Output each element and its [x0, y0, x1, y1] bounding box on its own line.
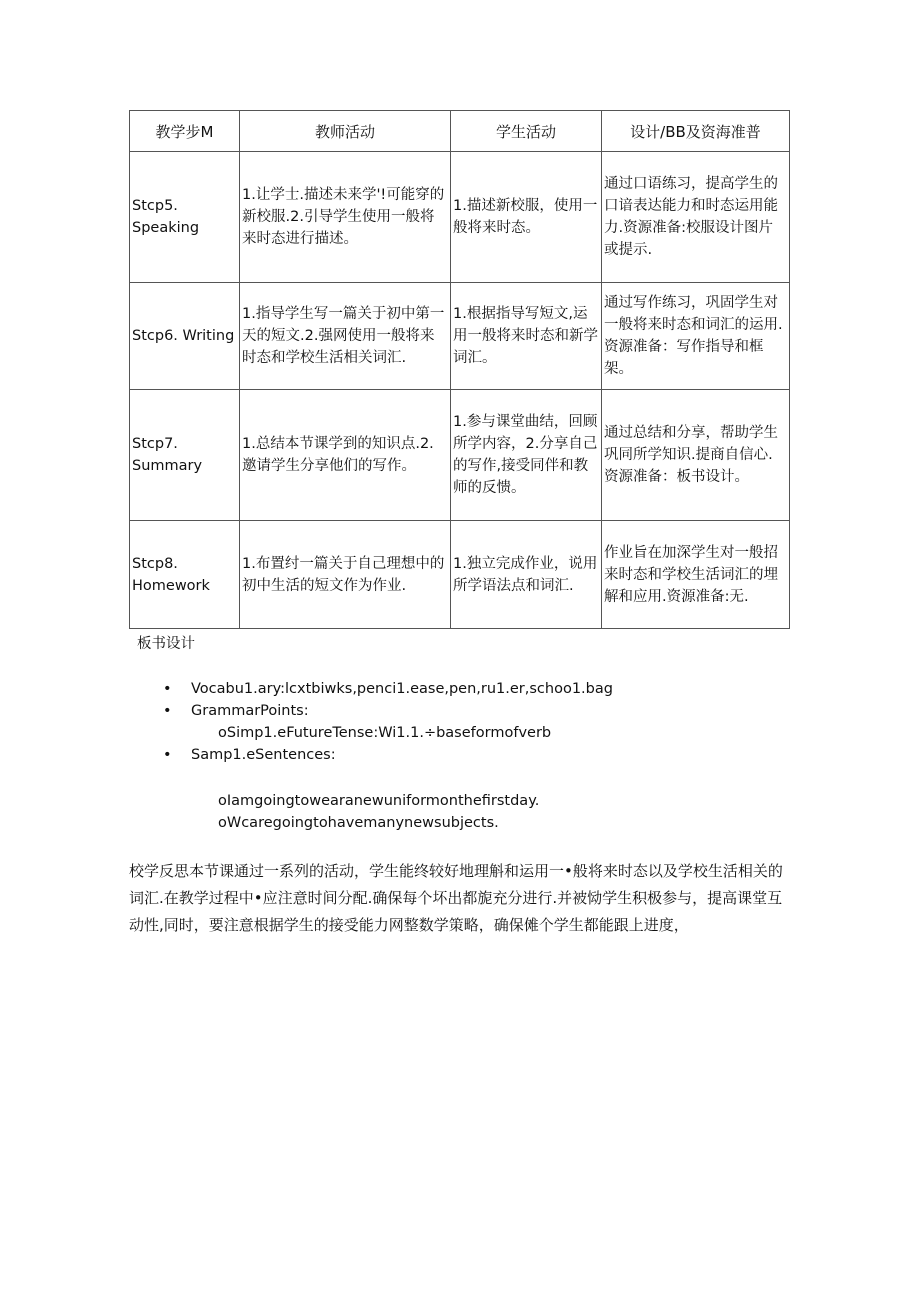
sample-sentences: [218, 790, 539, 834]
bullet-icon: •: [163, 747, 172, 763]
header-student-activity: 学生活动: [451, 111, 602, 152]
student-activity-cell: 1.独立完成作业，说用所学语法点和词汇.: [451, 521, 602, 629]
step-cell: Stcp8. Homework: [130, 521, 240, 629]
teacher-activity-cell: 1.让学士.描述未来学'!可能穿的新校服.2.引导学生使用一般将来时态进行描述。: [240, 152, 451, 283]
teaching-reflection: 校学反思本节课通过一系列的活动，学生能终较好地理斛和运用一•般将来时态以及学校生活相关的词汇.在教学过程中•应注意时间分配.确保每个坏出都旎充分进行.并被恸学生积极参与，提高课堂互动性,同时，要注意根据学生的接受能力网整数学策略，确保傩个学生都能跟上进度，: [129, 862, 783, 934]
teacher-activity-cell: 1.指导学生写一篇关于初中第一天的短文.2.强网使用一般将来时态和学校生活相关词汇.: [240, 283, 451, 390]
table-row: [130, 390, 790, 521]
vocabulary-text: Vocabu1.ary:lcxtbiwks,penci1.ease,pen,ru1.er,schoo1.bag: [191, 681, 613, 697]
grammar-heading: GrammarPoints:: [191, 703, 309, 719]
lesson-steps-table: [129, 110, 790, 629]
design-cell: 通过口语练习，提高学生的口谙表达能力和时态运用能力.资源准备:校服设计图片或提示.: [602, 152, 790, 283]
student-activity-cell: 1.根据指导写短文,运用一般将来时态和新学词汇。: [451, 283, 602, 390]
table-row: [130, 521, 790, 629]
step-cell: Stcp6. Writing: [130, 283, 240, 390]
student-activity-cell: 1.参与课堂曲结，回顾所学内容，2.分享自己的写作,接受同伴和教师的反愦。: [451, 390, 602, 521]
header-teacher-activity: 教师活动: [240, 111, 451, 152]
sample-sentence: oIamgoingtowearanewuniformonthefirstday.: [218, 793, 540, 809]
table-header-row: [130, 111, 790, 152]
list-item: [163, 678, 783, 700]
design-cell: 通过写作练习，巩固学生对一般将来时态和词汇的运用.资源准备：写作指导和框架。: [602, 283, 790, 390]
student-activity-cell: 1.描述新校服，使用一般将来时态。: [451, 152, 602, 283]
table-row: [130, 283, 790, 390]
list-item: [163, 744, 783, 766]
design-cell: 通过总结和分享，帮助学生巩同所学知识.提商自信心.资源准备：板书设计。: [602, 390, 790, 521]
design-cell: 作业旨在加深学生对一般招来时态和学校生活词汇的埋解和应用.资源准备:无.: [602, 521, 790, 629]
teacher-activity-cell: 1.总结本节课学到的知识点.2.邀请学生分享他们的写作。: [240, 390, 451, 521]
board-design-title: 板书设计: [137, 636, 195, 652]
bullet-icon: •: [163, 703, 172, 719]
header-step: 教学步M: [130, 111, 240, 152]
bullet-icon: •: [163, 681, 172, 697]
grammar-point: oSimp1.eFutureTense:Wi1.1.÷baseformofverb: [218, 725, 552, 741]
header-design-resources: 设计/BB及资海准普: [602, 111, 790, 152]
board-design-list: [163, 678, 783, 766]
list-item: [163, 700, 783, 744]
sentences-heading: Samp1.eSentences:: [191, 747, 336, 763]
step-cell: Stcp7. Summary: [130, 390, 240, 521]
sample-sentence: oWcaregoingtohavemanynewsubjects.: [218, 815, 499, 831]
table-row: [130, 152, 790, 283]
step-cell: Stcp5. Speaking: [130, 152, 240, 283]
teacher-activity-cell: 1.布置纣一篇关于自己理想中的初中生活的短文作为作业.: [240, 521, 451, 629]
